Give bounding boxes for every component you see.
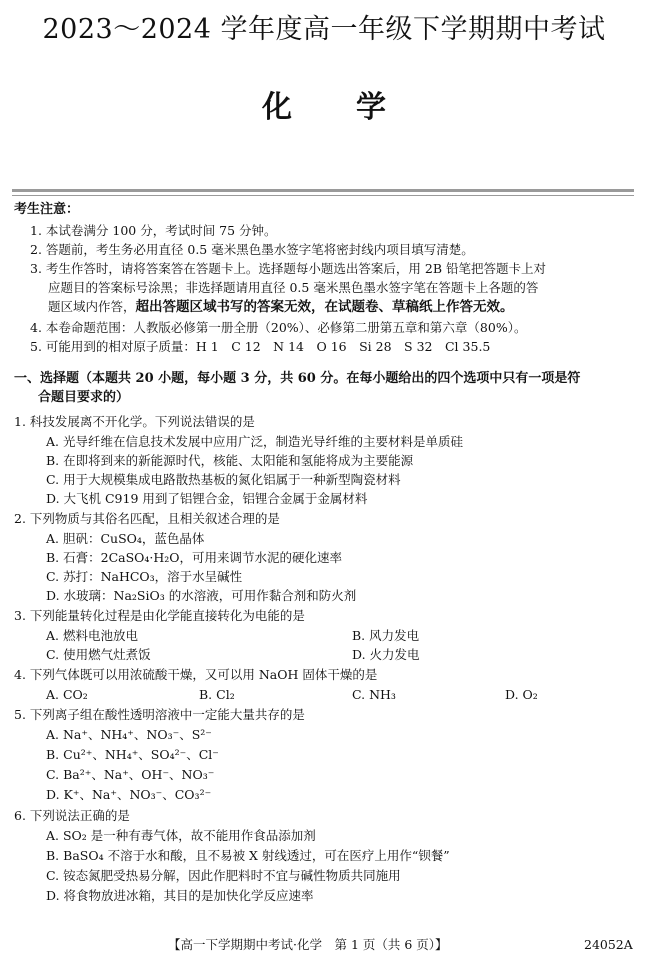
question-stem: 5. 下列离子组在酸性透明溶液中一定能大量共存的是 <box>14 707 305 722</box>
question-option: A. 光导纤维在信息技术发展中应用广泛，制造光导纤维的主要材料是单质硅 <box>46 434 463 449</box>
question-option: B. 风力发电 <box>352 628 420 643</box>
notice-item-text: 题区域内作答， <box>48 299 136 314</box>
question-option: B. Cu²⁺、NH₄⁺、SO₄²⁻、Cl⁻ <box>46 747 219 762</box>
question-stem: 1. 科技发展离不开化学。下列说法错误的是 <box>14 414 255 429</box>
exam-title: 2023～2024 学年度高一年级下学期期中考试 <box>42 14 606 45</box>
question-option: D. 将食物放进冰箱，其目的是加快化学反应速率 <box>46 888 314 903</box>
notice-item-line <box>48 297 514 317</box>
question-stem: 2. 下列物质与其俗名匹配，且相关叙述合理的是 <box>14 511 280 526</box>
divider-thin <box>12 195 634 196</box>
notice-heading: 考生注意： <box>14 202 80 217</box>
question-option: A. 胆矾：CuSO₄，蓝色晶体 <box>46 531 205 546</box>
subject-title: 化学 <box>262 90 450 125</box>
question-option: C. 铵态氮肥受热易分解，因此作肥料时不宜与碱性物质共同施用 <box>46 868 401 883</box>
question-option: C. 苏打：NaHCO₃，溶于水呈碱性 <box>46 569 243 584</box>
notice-item: 5. 可能用到的相对原子质量：H 1 C 12 N 14 O 16 Si 28 S 32 Cl 35.5 <box>30 339 491 354</box>
question-stem: 6. 下列说法正确的是 <box>14 808 130 823</box>
question-option: C. 使用燃气灶煮饭 <box>46 647 151 662</box>
question-option: C. 用于大规模集成电路散热基板的氮化铝属于一种新型陶瓷材料 <box>46 472 401 487</box>
question-option: D. O₂ <box>505 687 538 702</box>
notice-item: 应题目的答案标号涂黑；非选择题请用直径 0.5 毫米黑色墨水签字笔在答题卡上各题的答 <box>48 280 539 295</box>
question-stem: 3. 下列能量转化过程是由化学能直接转化为电能的是 <box>14 608 305 623</box>
question-option: D. 水玻璃：Na₂SiO₃ 的水溶液，可用作黏合剂和防火剂 <box>46 588 357 603</box>
paper-code: 24052A <box>584 937 633 952</box>
divider-thick <box>12 189 634 192</box>
question-option: D. 火力发电 <box>352 647 420 662</box>
section-heading: 一、选择题（本题共 20 小题，每小题 3 分，共 60 分。在每小题给出的四个选项中只有一项是符 <box>14 371 581 386</box>
notice-item: 2. 答题前，考生务必用直径 0.5 毫米黑色墨水签字笔将密封线内项目填写清楚。 <box>30 242 474 257</box>
question-stem: 4. 下列气体既可以用浓硫酸干燥，又可以用 NaOH 固体干燥的是 <box>14 667 378 682</box>
notice-item: 4. 本卷命题范围：人教版必修第一册全册（20%）、必修第二册第五章和第六章（80%）。 <box>30 320 527 335</box>
question-option: A. SO₂ 是一种有毒气体，故不能用作食品添加剂 <box>46 828 316 843</box>
notice-item: 3. 考生作答时，请将答案答在答题卡上。选择题每小题选出答案后，用 2B 铅笔把答题卡上对 <box>30 261 546 276</box>
question-option: C. Ba²⁺、Na⁺、OH⁻、NO₃⁻ <box>46 767 215 782</box>
question-option: D. 大飞机 C919 用到了铝锂合金，铝锂合金属于金属材料 <box>46 491 368 506</box>
question-option: B. BaSO₄ 不溶于水和酸，且不易被 X 射线透过，可在医疗上用作“钡餐” <box>46 848 450 863</box>
page-footer: 【高一下学期期中考试·化学 第 1 页（共 6 页）】 <box>168 937 448 952</box>
question-option: B. Cl₂ <box>199 687 235 702</box>
notice-item: 1. 本试卷满分 100 分，考试时间 75 分钟。 <box>30 223 277 238</box>
section-heading-cont: 合题目要求的） <box>38 390 130 405</box>
question-option: A. CO₂ <box>46 687 88 702</box>
question-option: A. Na⁺、NH₄⁺、NO₃⁻、S²⁻ <box>46 727 212 742</box>
question-option: B. 石膏：2CaSO₄·H₂O，可用来调节水泥的硬化速率 <box>46 550 343 565</box>
question-option: B. 在即将到来的新能源时代，核能、太阳能和氢能将成为主要能源 <box>46 453 414 468</box>
notice-emphasis: 超出答题区域书写的答案无效，在试题卷、草稿纸上作答无效。 <box>135 299 514 315</box>
question-option: A. 燃料电池放电 <box>46 628 138 643</box>
question-option: C. NH₃ <box>352 687 396 702</box>
question-option: D. K⁺、Na⁺、NO₃⁻、CO₃²⁻ <box>46 787 212 802</box>
